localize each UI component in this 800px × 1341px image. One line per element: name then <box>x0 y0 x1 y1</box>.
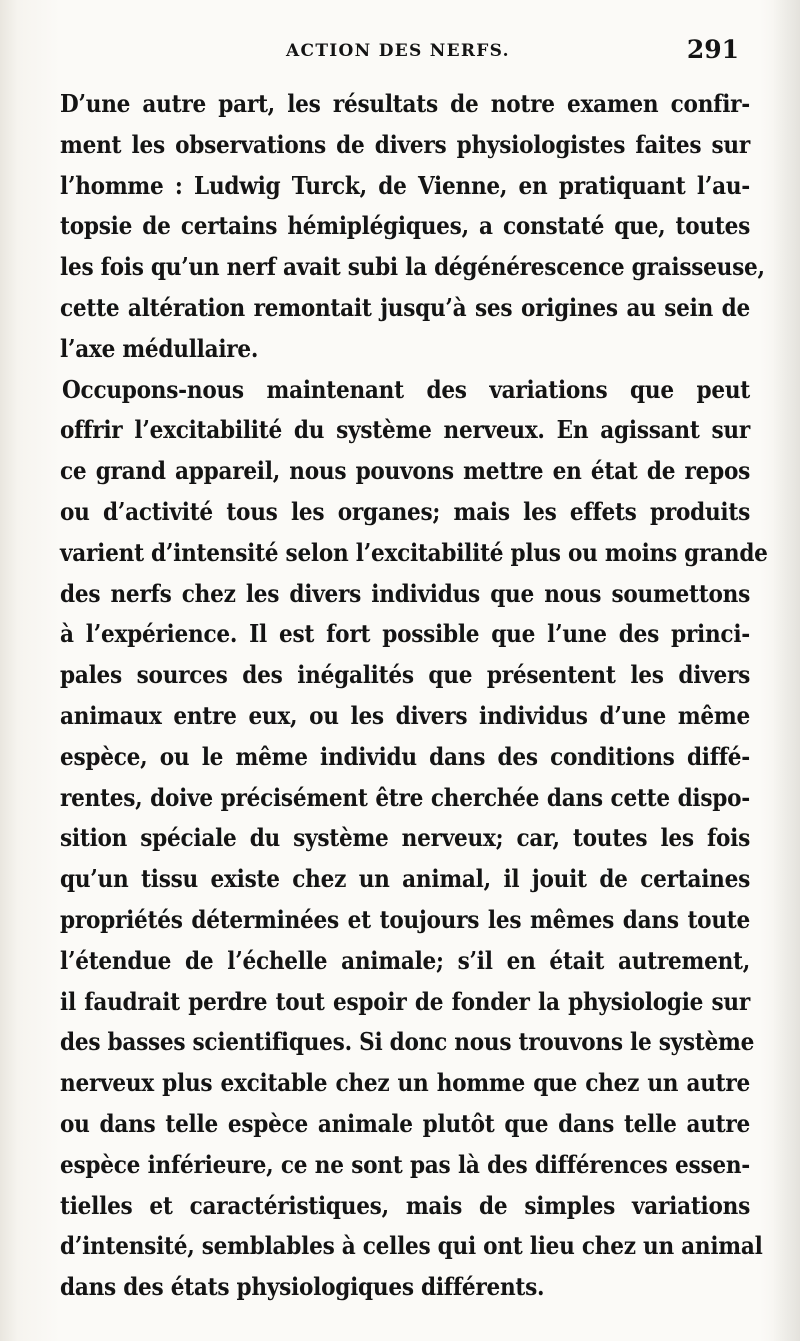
text-line-28: tielles et caractéristiques, mais de simples variations <box>60 1190 750 1220</box>
text-line-29: d’intensité, semblables à celles qui ont lieu chez un animal <box>60 1231 763 1261</box>
text-line-14: à l’expérience. Il est fort possible que l’une des princi- <box>60 619 750 649</box>
text-line-1: D’une autre part, les résultats de notre examen confir- <box>60 89 750 118</box>
text-line-6: cette altération remontait jusqu’à ses origines au sein de <box>60 292 750 322</box>
text-line-17: espèce, ou le même individu dans des conditions diffé- <box>60 741 750 771</box>
text-line-15: pales sources des inégalités que présentent les divers <box>60 660 750 690</box>
text-line-27: espèce inférieure, ce ne sont pas là des différences essen- <box>60 1149 750 1179</box>
text-line-5: les fois qu’un nerf avait subi la dégénérescence graisseuse, <box>60 252 765 282</box>
text-line-22: l’étendue de l’échelle animale; s’il en était autrement, <box>60 945 750 975</box>
text-line-11: ou d’activité tous les organes; mais les effets produits <box>60 496 750 526</box>
text-line-10: ce grand appareil, nous pouvons mettre en état de repos <box>60 456 750 486</box>
page-number: 291 <box>686 35 739 64</box>
text-line-3: l’homme : Ludwig Turck, de Vienne, en pratiquant l’au- <box>60 170 750 200</box>
text-line-8: Occupons-nous maintenant des variations que peut <box>62 374 750 404</box>
text-line-18: rentes, doive précisément être cherchée dans cette dispo- <box>60 782 750 812</box>
body-text <box>60 84 768 1308</box>
text-line-4: topsie de certains hémiplégiques, a constaté que, toutes <box>60 211 750 241</box>
text-line-7: l’axe médullaire. <box>60 333 259 363</box>
running-title: ACTION DES NERFS. <box>286 41 510 61</box>
text-line-12: varient d’intensité selon l’excitabilité plus ou moins grande <box>60 537 768 567</box>
text-line-21: propriétés déterminées et toujours les mêmes dans toute <box>60 904 750 934</box>
text-line-23: il faudrait perdre tout espoir de fonder la physiologie sur <box>60 986 750 1016</box>
text-line-26: ou dans telle espèce animale plutôt que dans telle autre <box>60 1108 750 1138</box>
text-line-30: dans des états physiologiques différents. <box>60 1272 545 1302</box>
text-line-16: animaux entre eux, ou les divers individus d’une même <box>60 700 750 730</box>
page-header <box>60 35 746 69</box>
text-line-9: offrir l’excitabilité du système nerveux. En agissant sur <box>60 415 750 445</box>
text-line-2: ment les observations de divers physiologistes faites sur <box>60 129 750 159</box>
text-line-20: qu’un tissu existe chez un animal, il jouit de certaines <box>60 864 750 894</box>
text-line-24: des basses scientifiques. Si donc nous trouvons le système <box>60 1027 755 1057</box>
text-line-13: des nerfs chez les divers individus que nous soumettons <box>60 578 750 608</box>
text-line-25: nerveux plus excitable chez un homme que chez un autre <box>60 1068 750 1098</box>
text-line-19: sition spéciale du système nerveux; car, toutes les fois <box>60 823 750 853</box>
